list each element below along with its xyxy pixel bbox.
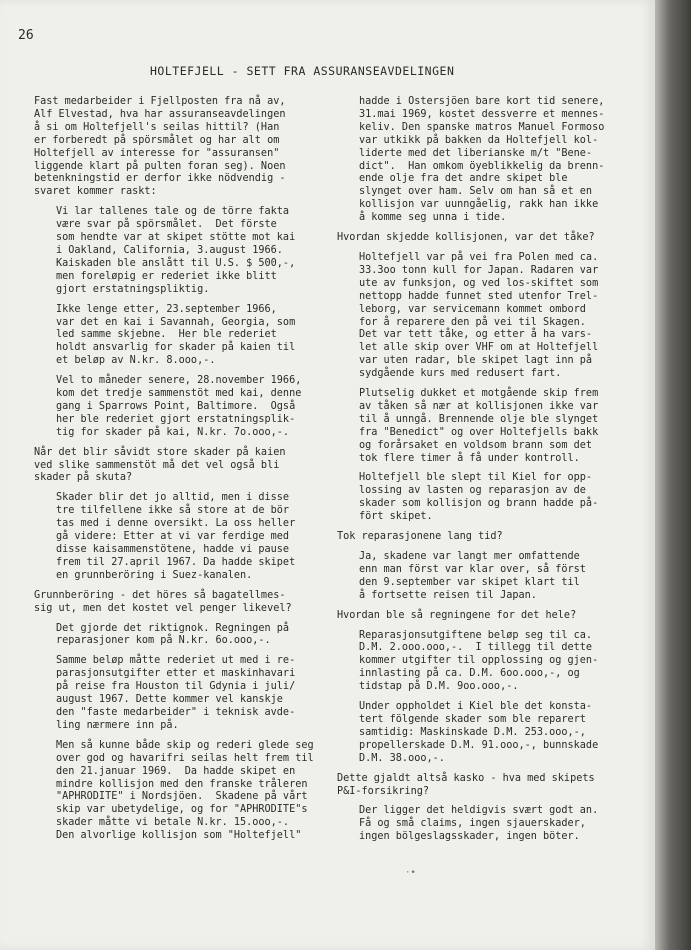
right-column [337,96,642,851]
answer-paragraph: hadde i Ostersjöen bare kort tid senere, 31.mai 1969, kostet dessverre et mennes- keliv. Den spanske matros Manuel Formoso var utkikk på bakken da Holtefjell kol- liderte med det liberianske m/t "Bene- dict". Han omkom öyeblikkelig da brenn- ende olje fra det andre skipet ble slynget over ham. Selv om han så et en kollisjon var uunngåelig, rakk han ikke å komme seg unna i tide. [359,96,605,224]
answer-paragraph: Vi lar tallenes tale og de törre fakta være svar på spörsmålet. Det förste som hendte var at skipet stötte mot kai i Oakland, California, 3.august 1966. Kaiskaden ble anslått til U.S. $ 500,-, men foreløpig er rederiet ikke blitt gjort erstatningspliktig. [56,206,296,295]
question-paragraph: Hvordan ble så regningene for det hele? [337,609,577,621]
question-paragraph: Grunnberöring - det höres så bagatellmes- sig ut, men det kostet vel penger likevel? [34,589,292,614]
answer-paragraph: Ja, skadene var langt mer omfattende enn man först var klar over, så först den 9.september var skipet klart til å fortsette reisen til Japan. [359,551,586,601]
question-paragraph: Dette gjaldt altså kasko - hva med skipets P&I-forsikring? [337,772,595,797]
question-paragraph: Fast medarbeider i Fjellposten fra nå av, Alf Elvestad, hva har assuranseavdelingen å si om Holtefjell's seilas hittil? (Han er forberedt på spörsmålet og har alt om Holtefjell av interesse for "assuransen" liggende klart på pulten foran seg). Noen betenkningstid er derfor ikke nödvendig - svaret kommer raskt: [34,96,286,198]
question-paragraph: Når det blir såvidt store skader på kaien ved slike sammenstöt må det vel også bli skader på skuta? [34,446,286,484]
answer-paragraph: Under oppholdet i Kiel ble det konsta- tert fölgende skader som ble reparert samtidig: Maskinskade D.M. 253.ooo,-, propellerskade D.M. 91.ooo,-, bunnskade D.M. 38.ooo,-. [359,701,599,764]
answer-paragraph: Vel to måneder senere, 28.november 1966, kom det tredje sammenstöt med kai, denne gang i Sparrows Point, Baltimore. Også her ble rederiet gjort erstatningsplik- tig for skader på kai, N.kr. 7o.ooo,-. [56,375,302,438]
question-paragraph: Hvordan skjedde kollisjonen, var det tåke? [337,232,595,244]
answer-paragraph: Plutselig dukket et motgående skip frem av tåken så nær at kollisjonen ikke var til å unngå. Brennende olje ble slynget fra "Benedict" og over Holtefjells bakk og forårsaket en voldsom brann som det tok flere timer å få under kontroll. [359,388,599,464]
answer-paragraph: Holtefjell ble slept til Kiel for opp- lossing av lasten og reparasjon av de skader som kollisjon og brann hadde på- fört skipet. [359,472,599,523]
answer-paragraph: Samme beløp måtte rederiet ut med i re- parasjonsutgifter etter et maskinhavari på reise fra Houston til Gdynia i juli/ august 1967. Dette kommer vel kanskje den "faste medarbeider" i teknisk avde- ling nærmere inn på. [56,655,296,731]
answer-paragraph: Der ligger det heldigvis svært godt an. Få og små claims, ingen sjauerskader, ingen bölgeslagsskader, ingen böter. [359,805,599,843]
answer-paragraph: Det gjorde det riktignok. Regningen på reparasjoner kom på N.kr. 6o.ooo,-. [56,622,290,647]
answer-paragraph: Holtefjell var på vei fra Polen med ca. 33.3oo tonn kull for Japan. Radaren var ute av funksjon, og ved los-skiftet som nettopp hadde funnet sted utenfor Trel- leborg, var servicemann kommet ombord for å reparere den på vei til Skagen. Det var tett tåke, og etter å ha vars- let alle skip over VHF om at Holtefjell var uten radar, ble skipet lagt inn på sydgående kurs med redusert fart. [359,251,599,380]
answer-paragraph: Ikke lenge etter, 23.september 1966, var det en kai i Savannah, Georgia, som led samme skjebne. Her ble rederiet holdt ansvarlig for skader på kaien til et beløp av N.kr. 8.ooo,-. [56,303,296,367]
article-heading: HOLTEFJELL - SETT FRA ASSURANSEAVDELINGEN [150,64,455,78]
question-paragraph: Tok reparasjonene lang tid? [337,531,503,543]
answer-paragraph: Skader blir det jo alltid, men i disse tre tilfellene ikke så store at de bör tas med i denne oversikt. La oss heller gå videre: Etter at vi var ferdige med disse kaisammenstötene, hadde vi pause frem til 27.april 1967. Da hadde skipet en grunnberöring i Suez-kanalen. [56,492,296,581]
page-number: 26 [18,28,34,43]
ink-smudge: ·• [405,868,416,878]
answer-paragraph: Men så kunne både skip og rederi glede seg over god og havarifri seilas helt frem til den 21.januar 1969. Da hadde skipet en mindre kollisjon med den franske tråleren "APHRODITE" i Nordsjöen. Skadene på vårt skip var ubetydelige, og for "APHRODITE"s skader måtte vi betale N.kr. 15.ooo,-. Den alvorlige kollisjon som "Holtefjell" [56,739,314,842]
left-column [34,96,339,850]
binding-edge [655,0,691,950]
answer-paragraph: Reparasjonsutgiftene beløp seg til ca. D.M. 2.ooo.ooo,-. I tillegg til dette kommer utgifter til opplossing og gjen- innlasting på ca. D.M. 6oo.ooo,-, og tidstap på D.M. 9oo.ooo,-. [359,629,599,693]
